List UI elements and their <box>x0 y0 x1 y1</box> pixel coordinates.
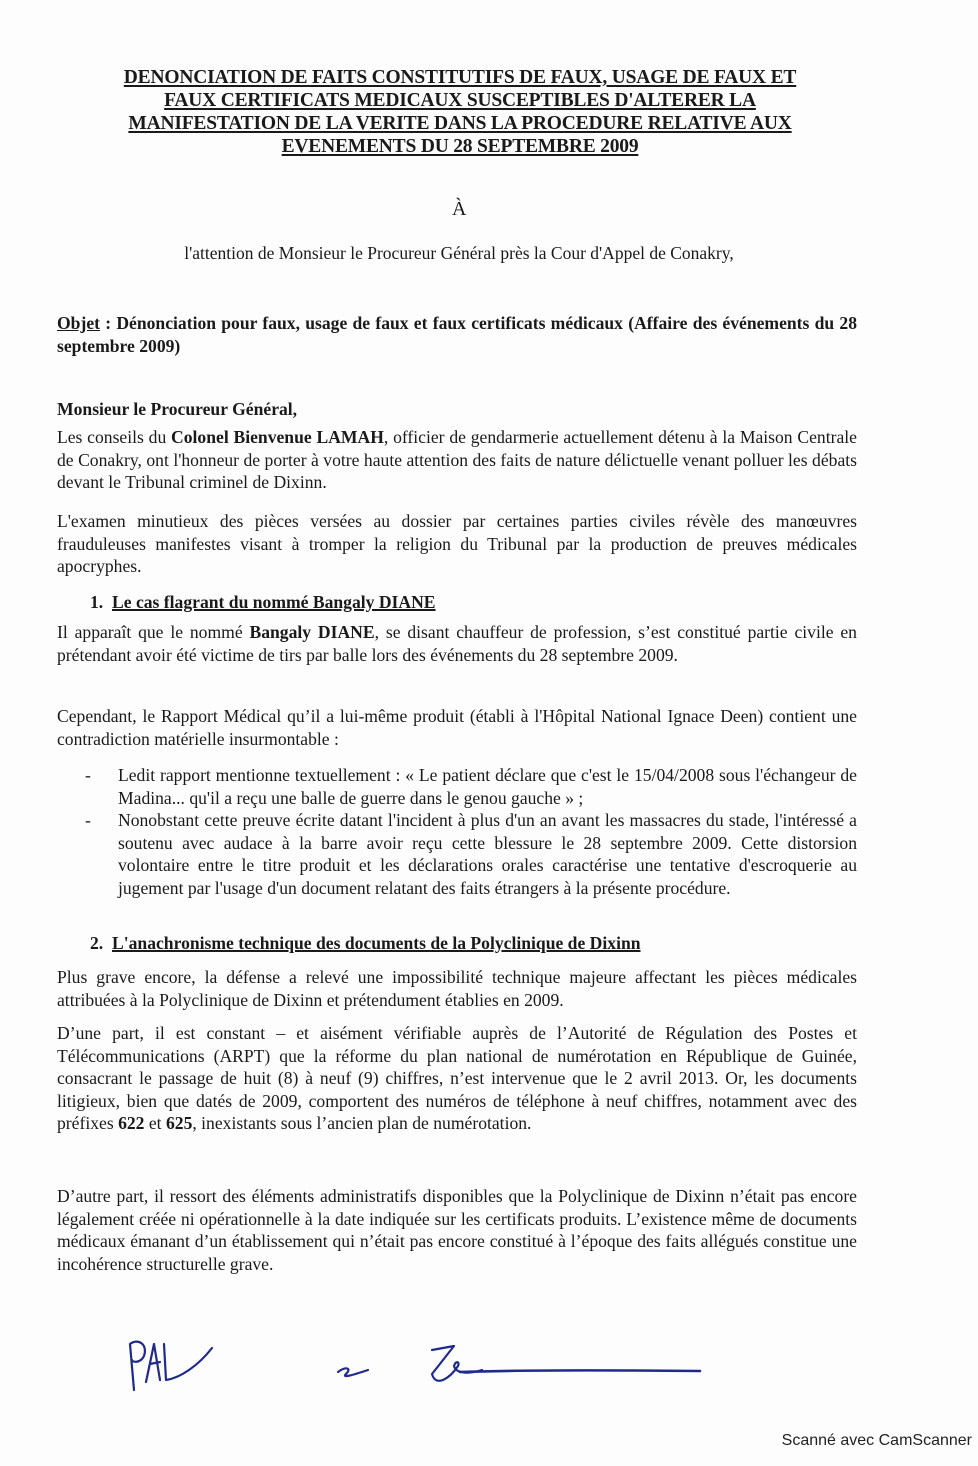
text: et <box>144 1113 166 1133</box>
prefix-622: 622 <box>118 1113 145 1133</box>
text: , se disant chauffeur de profession, s’est constitué partie civile en prétendant avoir été victime de tirs par balle lors des événements du 28 septembre 2009. <box>57 622 857 665</box>
bullet-item <box>85 764 857 809</box>
bold-name: Colonel Bienvenue LAMAH <box>171 427 384 447</box>
addressee-prefix: À <box>452 198 467 220</box>
bullet-text: Ledit rapport mentionne textuellement : « Le patient déclare que c'est le 15/04/2008 sous l'échangeur de Madina... qu'il a reçu une balle de guerre dans le genou gauche » ; <box>118 765 857 808</box>
bullet-marker: - <box>85 765 91 785</box>
paragraph-numbering <box>57 1022 857 1135</box>
text: Il apparaît que le nommé <box>57 622 250 642</box>
addressee-line: l'attention de Monsieur le Procureur Général près la Cour d'Appel de Conakry, <box>184 243 734 263</box>
section-number: 2. <box>90 933 104 953</box>
salutation: Monsieur le Procureur Général, <box>57 399 298 419</box>
prefix-625: 625 <box>165 1113 193 1133</box>
bold-name: Bangaly DIANE <box>249 622 375 642</box>
bullet-item <box>85 809 857 899</box>
section-heading-2 <box>90 932 890 955</box>
section-heading-1 <box>90 591 890 614</box>
section-title: L'anachronisme technique des documents de la Polyclinique de Dixinn <box>112 933 641 953</box>
subject-label: Objet <box>57 313 100 333</box>
subject-line <box>57 312 857 357</box>
paragraph-report: Cependant, le Rapport Médical qu’il a lui-même produit (établi à l'Hôpital National Ignace Deen) contient une contradiction matérielle insurmontable : <box>57 706 857 749</box>
text: D’une part, il est constant – et aisément vérifiable auprès de l’Autorité de Régulation des Postes et Télécommunications (ARPT) que la réforme du plan national de numérotation en République de Guinée, consacrant le passage de huit (8) à neuf (9) chiffres, n’est intervenue que le 2 avril 2013. Or, les documents litigieux, bien que datés de 2009, comportent des numéros de téléphone à neuf chiffres, notamment avec des préfixes <box>57 1023 857 1133</box>
title-line: MANIFESTATION DE LA VERITE DANS LA PROCEDURE RELATIVE AUX <box>128 113 792 134</box>
title-line: DENONCIATION DE FAITS CONSTITUTIFS DE FAUX, USAGE DE FAUX ET <box>123 67 797 88</box>
document-title <box>70 66 850 158</box>
paragraph-diane <box>57 621 857 666</box>
title-line: EVENEMENTS DU 28 SEPTEMBRE 2009 <box>281 136 639 157</box>
bullet-text: Nonobstant cette preuve écrite datant l'incident à plus d'un an avant les massacres du stade, l'intéressé a soutenu avec audace à la barre avoir reçu cette blessure le 28 septembre 2009. Cette distorsion volontaire entre le titre produit et les déclarations orales caractérise une tentative d'escroquerie au jugement par l'usage d'un document relatant des faits étrangers à la présente procédure. <box>118 810 857 898</box>
paragraph-polyclinic: Plus grave encore, la défense a relevé une impossibilité technique majeure affectant les pièces médicales attribuées à la Polyclinique de Dixinn et prétendument établies en 2009. <box>57 967 857 1010</box>
bullet-marker: - <box>85 810 91 830</box>
camscanner-watermark: Scanné avec CamScanner <box>781 1432 972 1449</box>
section-number: 1. <box>90 592 104 612</box>
bullet-list <box>85 764 857 899</box>
paragraph-exam: L'examen minutieux des pièces versées au dossier par certaines parties civiles révèle des manœuvres frauduleuses manifestes visant à tromper la religion du Tribunal par la production de preuves médicales apocryphes. <box>57 511 857 576</box>
text: , inexistants sous l’ancien plan de numérotation. <box>192 1113 532 1133</box>
section-title: Le cas flagrant du nommé Bangaly DIANE <box>112 592 436 612</box>
handwritten-signatures <box>120 1330 720 1410</box>
paragraph-intro <box>57 426 857 494</box>
subject-text: : Dénonciation pour faux, usage de faux et faux certificats médicaux (Affaire des événements du 28 septembre 2009) <box>57 313 857 356</box>
text: , officier de gendarmerie actuellement détenu à la Maison Centrale de Conakry, ont l'honneur de porter à votre haute attention des faits de nature délictuelle venant polluer les débats devant le Tribunal criminel de Dixinn. <box>57 427 857 492</box>
title-line: FAUX CERTIFICATS MEDICAUX SUSCEPTIBLES D'ALTERER LA <box>164 90 756 111</box>
text: Les conseils du <box>57 427 172 447</box>
paragraph-establishment: D’autre part, il ressort des éléments administratifs disponibles que la Polyclinique de Dixinn n’était pas encore légalement créée ni opérationnelle à la date indiquée sur les certificats produits. L’existence même de documents médicaux émanant d’un établissement qui n’était pas encore constitué à l’époque des faits allégués constitue une incohérence structurelle grave. <box>57 1186 857 1274</box>
